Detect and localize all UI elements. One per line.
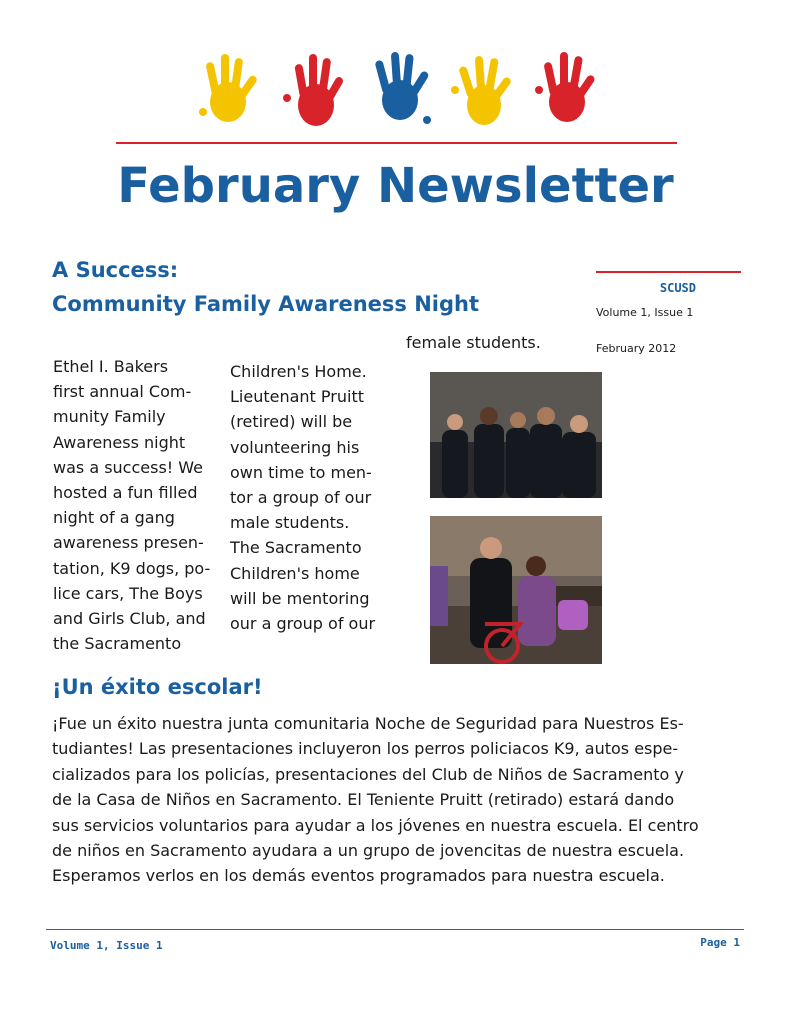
text-line: munity Family — [53, 407, 166, 427]
text-line: tation, K9 dogs, po- — [53, 558, 211, 578]
text-line: awareness presen- — [53, 533, 204, 553]
officers-photo — [430, 372, 602, 498]
footer-volume: Volume 1, Issue 1 — [50, 939, 163, 952]
text-line: Lieutenant Pruitt — [230, 387, 364, 407]
hand-print-icon — [531, 50, 601, 130]
article-heading-line2: Community Family Awareness Night — [52, 292, 480, 316]
text-line: Children's Home. — [230, 362, 367, 381]
hand-print-icon — [449, 50, 519, 135]
article-heading-line1: A Success: — [52, 258, 179, 282]
text-line: de niños en Sacramento ayudara a un grupo de jovencitas de nuestra escuela. — [52, 841, 685, 861]
article-column-3 — [406, 330, 566, 355]
hand-prints-banner — [195, 50, 595, 140]
footer-page-number: Page 1 — [700, 936, 740, 949]
text-line: (retired) will be — [230, 412, 353, 432]
text-line: male students. — [230, 513, 350, 533]
text-line: will be mentoring — [230, 588, 370, 608]
hand-print-icon — [281, 50, 351, 135]
text-line: sus servicios voluntarios para ayudar a los jóvenes en nuestra escuela. El centro — [52, 815, 699, 835]
text-line: and Girls Club, and — [53, 609, 206, 629]
sidebar-org: SCUSD — [659, 281, 696, 295]
article-column-2 — [230, 359, 390, 636]
sidebar-volume: Volume 1, Issue 1 — [596, 306, 694, 319]
text-line: de la Casa de Niños en Sacramento. El Teniente Pruitt (retirado) estará dando — [52, 790, 675, 810]
text-line: Ethel I. Bakers — [53, 357, 169, 376]
text-line: female students. — [406, 333, 541, 352]
text-line: volunteering his — [230, 437, 360, 457]
text-line: was a success! We — [53, 457, 204, 477]
text-line: night of a gang — [53, 508, 175, 528]
header-divider — [116, 142, 677, 144]
text-line: Children's home — [230, 563, 360, 583]
text-line: Awareness night — [53, 432, 186, 452]
text-line: ¡Fue un éxito nuestra junta comunitaria Noche de Seguridad para Nuestros Es- — [52, 714, 684, 733]
spanish-heading: ¡Un éxito escolar! — [52, 675, 263, 699]
text-line: the Sacramento — [53, 634, 182, 654]
text-line: first annual Com- — [53, 382, 192, 402]
text-line: The Sacramento — [230, 538, 362, 558]
spanish-paragraph — [52, 711, 742, 889]
hand-print-icon — [367, 50, 437, 130]
text-line: hosted a fun filled — [53, 483, 198, 503]
text-line: our a group of our — [230, 614, 376, 634]
text-line: tor a group of our — [230, 488, 372, 508]
text-line: Esperamos verlos en los demás eventos programados para nuestra escuela. — [52, 866, 665, 886]
text-line: cializados para los policías, presentaciones del Club de Niños de Sacramento y — [52, 764, 684, 784]
officer-student-photo — [430, 516, 602, 664]
text-line: own time to men- — [230, 462, 372, 482]
footer-divider — [46, 929, 744, 930]
newsletter-title: February Newsletter — [117, 158, 674, 214]
text-line: lice cars, The Boys — [53, 583, 203, 603]
article-column-1 — [53, 354, 225, 656]
sidebar-date: February 2012 — [596, 342, 677, 355]
text-line: tudiantes! Las presentaciones incluyeron los perros policiacos K9, autos espe- — [52, 739, 679, 759]
hand-print-icon — [195, 50, 265, 130]
sidebar-divider — [596, 271, 741, 273]
